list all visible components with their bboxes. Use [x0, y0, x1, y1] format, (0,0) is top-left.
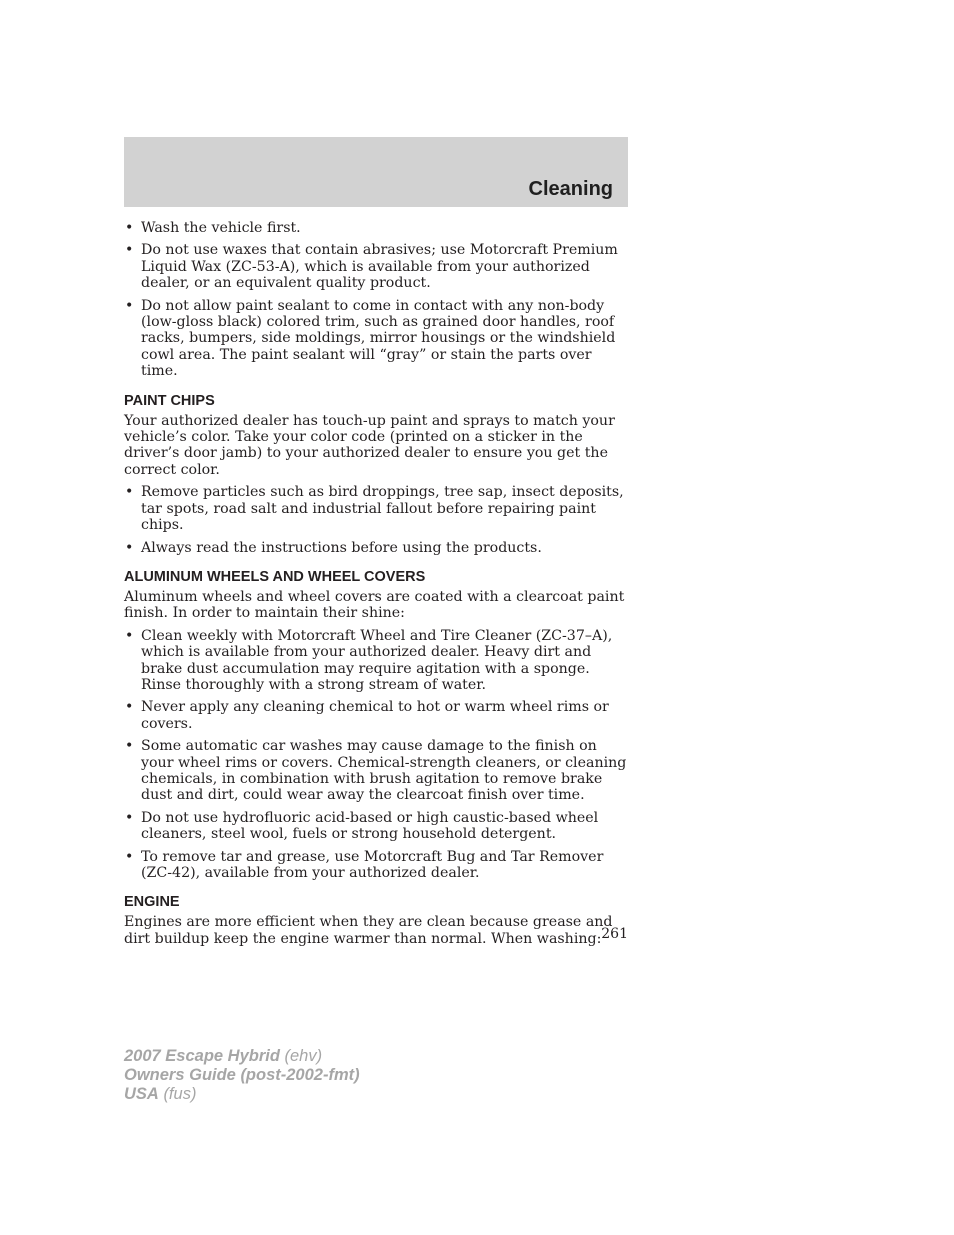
- list-item: • Clean weekly with Motorcraft Wheel and Tire Cleaner (ZC-37–A), which is available from your authorized dealer. Heavy dirt and brake dust accumulation may require agitation with a sponge. Rinse thoroughly with a strong stream of water.: [125, 627, 613, 693]
- footer-line-1: 2007 Escape Hybrid (ehv): [124, 1047, 323, 1065]
- bullet-icon: •: [125, 220, 134, 236]
- document-footer: [124, 1047, 360, 1104]
- list-item: • Some automatic car washes may cause damage to the finish on your wheel rims or covers. Chemical-strength cleaners, or cleaning chemicals, in combination with brush agitation to remove brake dust and dirt, could wear away the clearcoat finish over time.: [125, 738, 627, 804]
- aluminum-wheels-text: Aluminum wheels and wheel covers are coated with a clearcoat paint finish. In order to maintain their shine:: [124, 588, 625, 622]
- list-item: • To remove tar and grease, use Motorcraft Bug and Tar Remover (ZC-42), available from your authorized dealer.: [125, 848, 604, 881]
- footer-line-3: USA (fus): [124, 1085, 197, 1103]
- list-item: • Do not allow paint sealant to come in contact with any non-body (low-gloss black) colored trim, such as grained door handles, roof racks, bumpers, side moldings, mirror housings or the windshield cowl area. The paint sealant will “gray” or stain the parts over time.: [125, 297, 616, 380]
- paint-chips-text: Your authorized dealer has touch-up paint and sprays to match your vehicle’s color. Take your color code (printed on a sticker in the driver’s door jamb) to your authorized dealer to ensure you get the correct color.: [124, 412, 615, 478]
- paint-chips-bullet-list: [124, 484, 628, 556]
- engine-text: Engines are more efficient when they are clean because grease and dirt buildup keep the engine warmer than normal. When washing:: [124, 914, 613, 947]
- bullet-icon: •: [125, 539, 134, 556]
- bullet-icon: •: [125, 848, 134, 865]
- list-item: • Remove particles such as bird droppings, tree sap, insect deposits, tar spots, road salt and industrial fallout before repairing paint chips.: [125, 484, 624, 534]
- list-item: • Wash the vehicle first.: [125, 220, 301, 236]
- list-item: • Never apply any cleaning chemical to hot or warm wheel rims or covers.: [125, 699, 609, 732]
- bullet-icon: •: [125, 297, 134, 314]
- page-number: 261: [601, 926, 628, 942]
- footer-line-2: Owners Guide (post-2002-fmt): [124, 1066, 360, 1084]
- section-header-band: [124, 137, 628, 207]
- list-item: • Do not use hydrofluoric acid-based or high caustic-based wheel cleaners, steel wool, fuels or strong household detergent.: [125, 809, 599, 843]
- bullet-icon: •: [125, 627, 134, 644]
- heading-paint-chips: PAINT CHIPS: [124, 392, 215, 409]
- list-item: • Always read the instructions before using the products.: [125, 539, 542, 556]
- bullet-icon: •: [125, 809, 134, 826]
- section-title: Cleaning: [528, 178, 613, 200]
- aluminum-wheels-bullet-list: [124, 628, 628, 882]
- intro-bullet-list: [124, 220, 628, 380]
- heading-aluminum-wheels: ALUMINUM WHEELS AND WHEEL COVERS: [124, 568, 426, 585]
- bullet-icon: •: [125, 738, 134, 755]
- bullet-icon: •: [125, 484, 134, 501]
- list-item: • Do not use waxes that contain abrasives; use Motorcraft Premium Liquid Wax (ZC-53-A), which is available from your authorized dealer, or an equivalent quality product.: [125, 242, 618, 292]
- bullet-icon: •: [125, 699, 134, 716]
- heading-engine: ENGINE: [124, 894, 180, 911]
- bullet-icon: •: [125, 242, 134, 259]
- page-content: [124, 220, 628, 953]
